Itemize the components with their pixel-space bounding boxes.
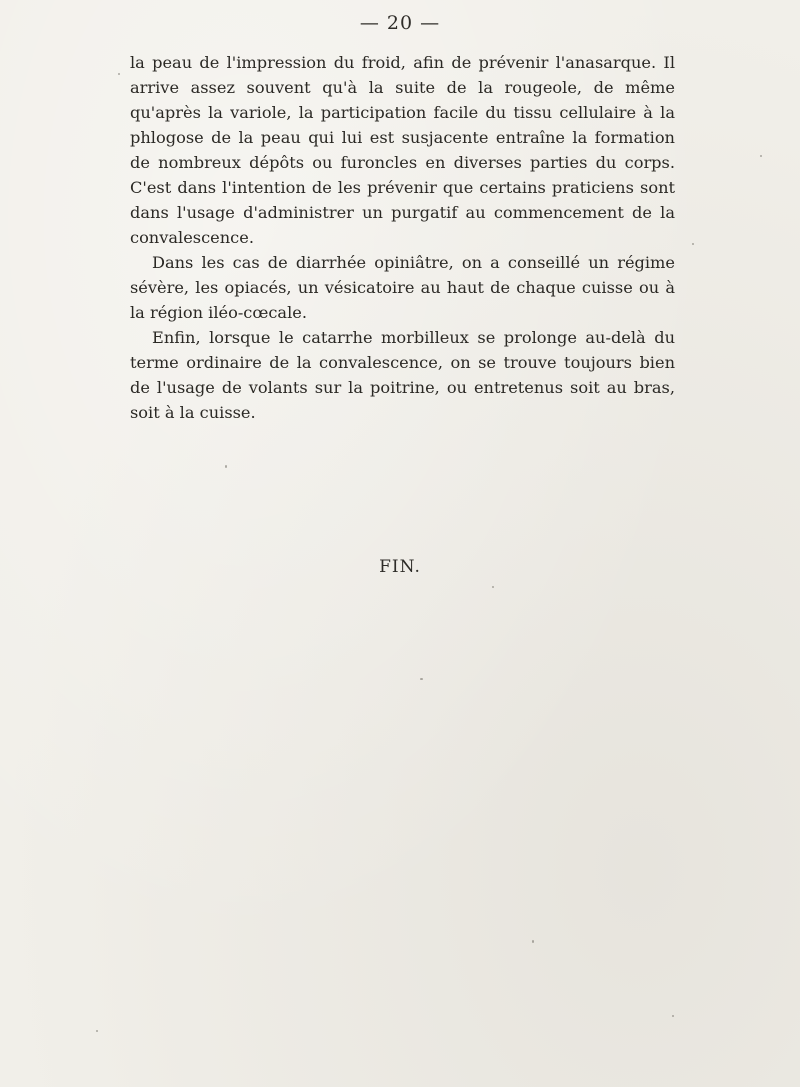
paper-speck (225, 465, 227, 468)
page-number: — 20 — (359, 12, 441, 34)
paper-speck (692, 243, 694, 245)
paper-speck (760, 155, 762, 157)
paper-speck (420, 678, 423, 680)
paper-speck (492, 586, 494, 588)
paragraph-1: la peau de l'impression du froid, afin de prévenir l'anasarque. Il arrive assez souvent qu'à la suite de la rougeole, de même qu'après la variole, la participation facile du tissu cellulaire à la phlogose de la peau qui lui est susjacente entraîne la formation de nombreux dépôts ou furoncles en diverses parties du corps. C'est dans l'intention de les prévenir que certains praticiens sont dans l'usage d'administrer un purgatif au commencement de la convalescence. (130, 53, 675, 247)
body-text (130, 50, 675, 425)
end-mark: FIN. (379, 557, 421, 577)
paper-speck (96, 1030, 98, 1032)
paper-speck (118, 73, 120, 75)
paper-speck (532, 940, 534, 943)
paragraph-3: Enfin, lorsque le catarrhe morbilleux se prolonge au-delà du terme ordinaire de la convalescence, on se trouve toujours bien de l'usage de volants sur la poitrine, ou entretenus soit au bras, soit à la cuisse. (130, 328, 675, 422)
paragraph-2: Dans les cas de diarrhée opiniâtre, on a conseillé un régime sévère, les opiacés, un vésicatoire au haut de chaque cuisse ou à la région iléo-cœcale. (130, 253, 675, 322)
paper-speck (672, 1015, 674, 1017)
